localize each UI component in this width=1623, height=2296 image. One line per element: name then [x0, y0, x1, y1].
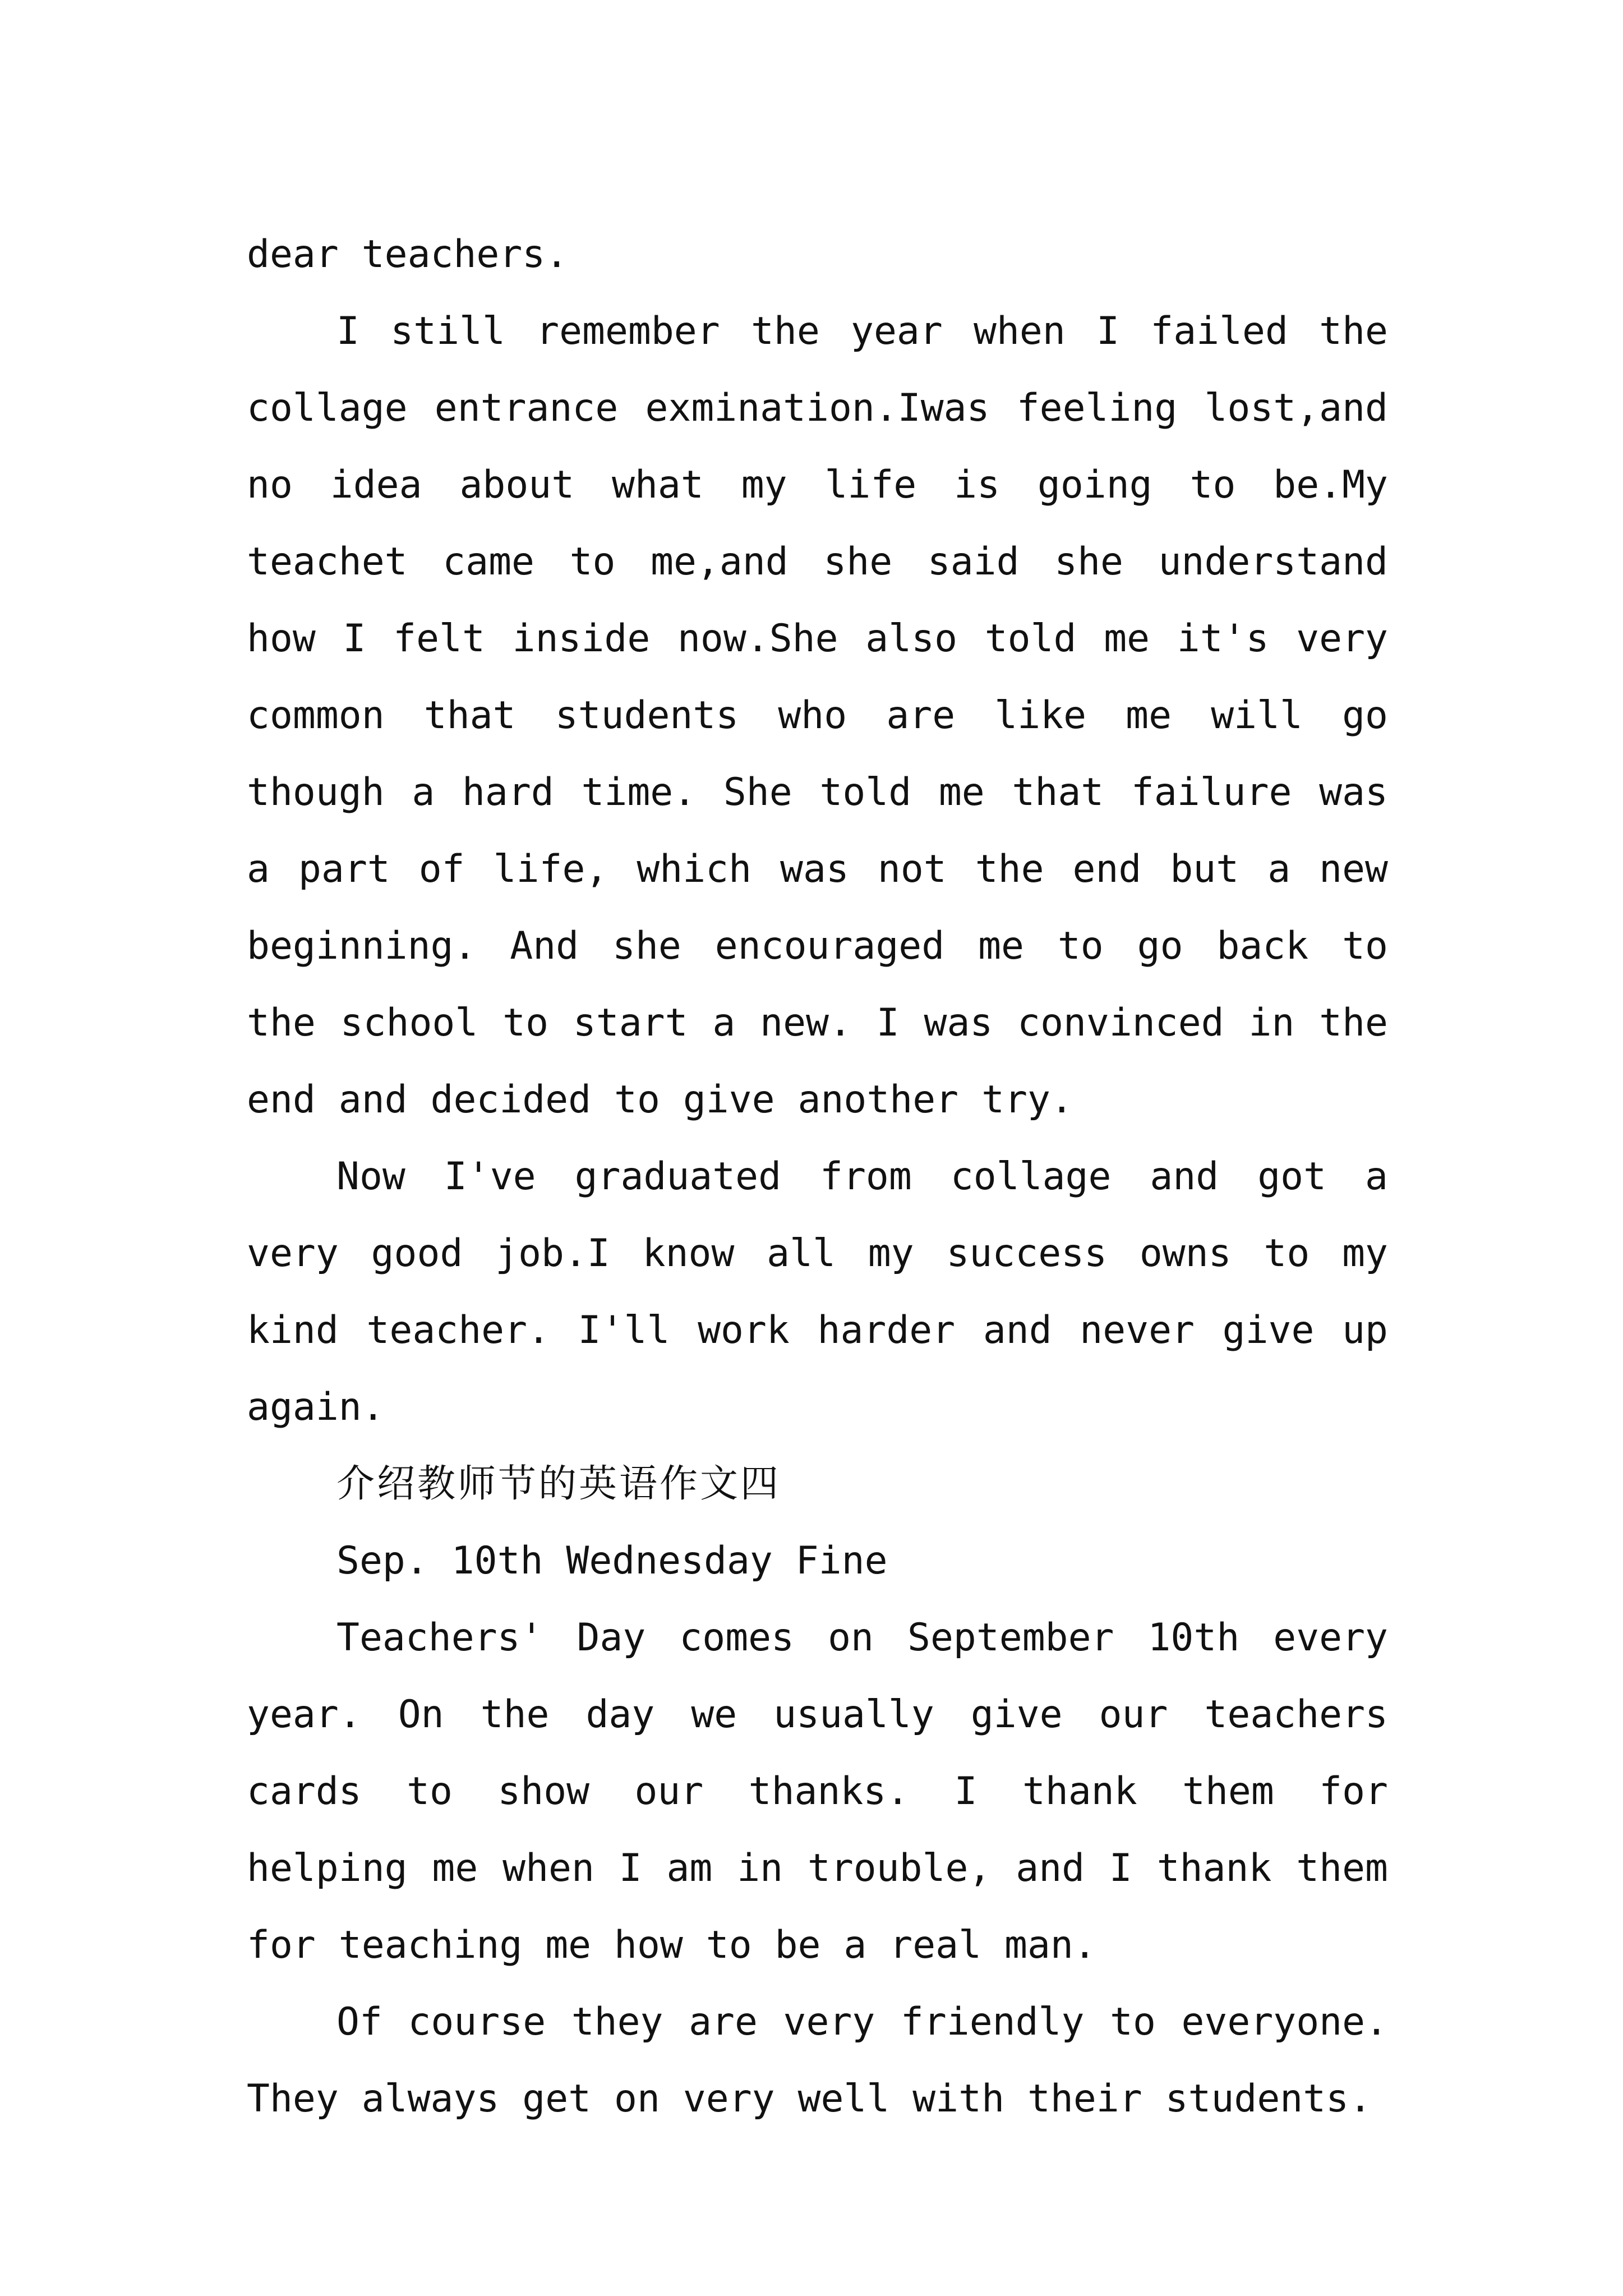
paragraph-graduation: Now I've graduated from collage and got a very good job.I know all my success owns to my kind teacher. I'll work harder and never give up again.	[247, 1154, 1388, 1429]
document-body	[247, 216, 1388, 2137]
paragraph-exam-story: I still remember the year when I failed the collage entrance exmination.Iwas feeling lost,and no idea about what my life is going to be.My teachet came to me,and she said she understand how I felt inside now.She also told me it's very common that students who are like me will go though a hard time. She told me that failure was a part of life, which was not the end but a new beginning. And she encouraged me to go back to the school to start a new. I was convinced in the end and decided to give another try.	[247, 309, 1388, 1122]
diary-date-line: Sep. 10th Wednesday Fine	[336, 1539, 888, 1583]
paragraph-teachers-day: Teachers' Day comes on September 10th every year. On the day we usually give our teachers cards to show our thanks. I thank them for helping me when I am in trouble, and I thank them for teaching me how to be a real man.	[247, 1616, 1388, 1967]
section-heading: 介绍教师节的英语作文四	[336, 1462, 781, 1506]
paragraph-closing-line: dear teachers.	[247, 232, 569, 277]
paragraph-friendly-teachers: Of course they are very friendly to everyone. They always get on very well with their students.	[247, 2000, 1388, 2121]
